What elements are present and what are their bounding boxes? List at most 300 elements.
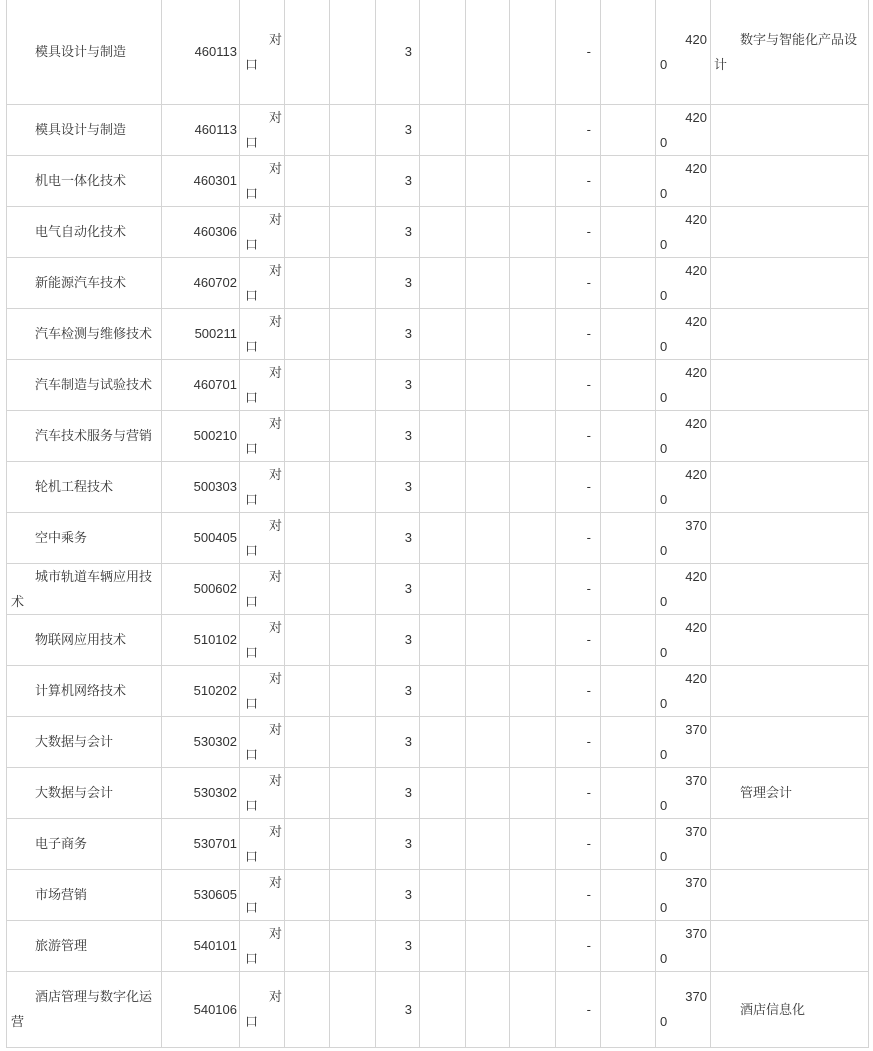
tuition-cell xyxy=(656,665,711,716)
table-row xyxy=(7,308,869,359)
major-code: 540101 xyxy=(193,938,237,953)
empty-cell xyxy=(510,563,556,614)
tuition-cell xyxy=(656,410,711,461)
major-code-cell xyxy=(162,614,240,665)
tuition-cell xyxy=(656,206,711,257)
major-code: 500303 xyxy=(193,479,237,494)
table-row xyxy=(7,869,869,920)
empty-cell xyxy=(285,665,330,716)
enrollment-type-line2: 口 xyxy=(245,338,259,354)
duration-years: 3 xyxy=(404,377,412,392)
empty-cell xyxy=(330,614,376,665)
major-code-cell xyxy=(162,104,240,155)
enrollment-type-line2: 口 xyxy=(245,1014,259,1029)
major-name: 酒店管理与数字化运营 xyxy=(11,989,153,1029)
empty-cell xyxy=(510,716,556,767)
enrollment-type-line2: 口 xyxy=(245,848,259,864)
empty-cell xyxy=(601,308,656,359)
empty-cell xyxy=(330,155,376,206)
dash-value: - xyxy=(586,428,591,443)
empty-cell xyxy=(601,206,656,257)
enrollment-type-line2: 口 xyxy=(245,644,259,660)
enrollment-type-line2: 口 xyxy=(245,746,259,762)
empty-cell xyxy=(466,308,510,359)
major-code-cell xyxy=(162,971,240,1047)
major-name-cell xyxy=(7,0,162,104)
duration-cell xyxy=(376,104,420,155)
duration-years: 3 xyxy=(404,479,412,494)
duration-years: 3 xyxy=(404,683,412,698)
empty-cell xyxy=(466,869,510,920)
empty-cell xyxy=(330,512,376,563)
empty-cell xyxy=(510,920,556,971)
enrollment-type-line1: 对 xyxy=(268,772,282,788)
enrollment-type-line1: 对 xyxy=(268,415,282,431)
major-name: 汽车技术服务与营销 xyxy=(35,428,153,443)
empty-cell xyxy=(420,257,466,308)
dash-value: - xyxy=(586,785,591,800)
enrollment-type-line1: 对 xyxy=(268,160,282,176)
remark-cell xyxy=(711,0,869,104)
enrollment-type-cell xyxy=(240,869,285,920)
empty-cell xyxy=(420,308,466,359)
tuition-line1: 420 xyxy=(685,262,707,278)
major-code-cell xyxy=(162,869,240,920)
tuition-line2: 0 xyxy=(660,440,668,456)
empty-cell xyxy=(330,563,376,614)
table-row xyxy=(7,104,869,155)
major-code-cell xyxy=(162,308,240,359)
table-row xyxy=(7,410,869,461)
tuition-line2: 0 xyxy=(660,389,668,405)
major-name: 机电一体化技术 xyxy=(35,173,127,188)
tuition-cell xyxy=(656,104,711,155)
duration-cell xyxy=(376,716,420,767)
empty-cell xyxy=(420,716,466,767)
empty-cell xyxy=(330,104,376,155)
major-code-cell xyxy=(162,257,240,308)
duration-cell xyxy=(376,308,420,359)
dash-cell xyxy=(556,767,601,818)
empty-cell xyxy=(601,869,656,920)
empty-cell xyxy=(285,920,330,971)
dash-value: - xyxy=(586,581,591,596)
duration-cell xyxy=(376,818,420,869)
major-name-cell xyxy=(7,665,162,716)
major-code: 530605 xyxy=(193,887,237,902)
remark-cell xyxy=(711,512,869,563)
remark-cell xyxy=(711,461,869,512)
empty-cell xyxy=(285,869,330,920)
enrollment-type-line2: 口 xyxy=(245,695,259,711)
table-row xyxy=(7,614,869,665)
enrollment-type-line1: 对 xyxy=(268,262,282,278)
empty-cell xyxy=(601,920,656,971)
tuition-line2: 0 xyxy=(660,134,668,150)
major-code: 500210 xyxy=(193,428,237,443)
major-name-cell xyxy=(7,512,162,563)
tuition-line1: 420 xyxy=(685,364,707,380)
empty-cell xyxy=(330,257,376,308)
dash-cell xyxy=(556,971,601,1047)
remark-cell xyxy=(711,308,869,359)
major-name-cell xyxy=(7,461,162,512)
empty-cell xyxy=(510,665,556,716)
major-code-cell xyxy=(162,512,240,563)
enrollment-type-cell xyxy=(240,920,285,971)
tuition-cell xyxy=(656,818,711,869)
tuition-line1: 420 xyxy=(685,415,707,431)
enrollment-type-cell xyxy=(240,308,285,359)
duration-years: 3 xyxy=(404,785,412,800)
tuition-line2: 0 xyxy=(660,491,668,507)
table-row xyxy=(7,206,869,257)
empty-cell xyxy=(420,818,466,869)
dash-value: - xyxy=(586,836,591,851)
tuition-line2: 0 xyxy=(660,950,668,966)
tuition-line2: 0 xyxy=(660,236,668,252)
remark-cell xyxy=(711,563,869,614)
enrollment-type-cell xyxy=(240,512,285,563)
empty-cell xyxy=(601,716,656,767)
tuition-cell xyxy=(656,869,711,920)
empty-cell xyxy=(330,359,376,410)
dash-cell xyxy=(556,920,601,971)
remark-cell xyxy=(711,971,869,1047)
enrollment-type-line1: 对 xyxy=(268,109,282,125)
major-code: 460702 xyxy=(193,275,237,290)
dash-value: - xyxy=(586,632,591,647)
tuition-line1: 370 xyxy=(685,989,707,1004)
tuition-line2: 0 xyxy=(660,593,668,609)
empty-cell xyxy=(510,614,556,665)
dash-value: - xyxy=(586,887,591,902)
empty-cell xyxy=(466,0,510,104)
dash-cell xyxy=(556,206,601,257)
empty-cell xyxy=(510,257,556,308)
empty-cell xyxy=(466,920,510,971)
enrollment-type-line1: 对 xyxy=(268,823,282,839)
major-name: 城市轨道车辆应用技术 xyxy=(11,568,153,609)
empty-cell xyxy=(466,767,510,818)
empty-cell xyxy=(285,818,330,869)
empty-cell xyxy=(330,716,376,767)
empty-cell xyxy=(420,0,466,104)
tuition-line1: 370 xyxy=(685,517,707,533)
enrollment-type-cell xyxy=(240,716,285,767)
tuition-cell xyxy=(656,155,711,206)
duration-cell xyxy=(376,410,420,461)
empty-cell xyxy=(601,257,656,308)
dash-cell xyxy=(556,359,601,410)
major-name-cell xyxy=(7,920,162,971)
major-name-cell xyxy=(7,818,162,869)
empty-cell xyxy=(510,512,556,563)
empty-cell xyxy=(330,410,376,461)
enrollment-type-line2: 口 xyxy=(245,287,259,303)
empty-cell xyxy=(420,665,466,716)
major-code-cell xyxy=(162,410,240,461)
tuition-line2: 0 xyxy=(660,848,668,864)
duration-years: 3 xyxy=(404,938,412,953)
tuition-line1: 370 xyxy=(685,772,707,788)
empty-cell xyxy=(466,563,510,614)
enrollment-type-cell xyxy=(240,563,285,614)
enrollment-type-cell xyxy=(240,614,285,665)
enrollment-type-line2: 口 xyxy=(245,236,259,252)
dash-value: - xyxy=(586,275,591,290)
enrollment-type-line2: 口 xyxy=(245,542,259,558)
empty-cell xyxy=(510,308,556,359)
empty-cell xyxy=(466,104,510,155)
tuition-line2: 0 xyxy=(660,338,668,354)
duration-years: 3 xyxy=(404,428,412,443)
major-code-cell xyxy=(162,920,240,971)
duration-cell xyxy=(376,869,420,920)
duration-years: 3 xyxy=(404,734,412,749)
remark-cell xyxy=(711,665,869,716)
enrollment-type-line1: 对 xyxy=(268,925,282,941)
table-row xyxy=(7,971,869,1047)
duration-years: 3 xyxy=(404,44,412,60)
empty-cell xyxy=(330,920,376,971)
empty-cell xyxy=(466,716,510,767)
major-name: 电子商务 xyxy=(35,836,88,851)
empty-cell xyxy=(601,614,656,665)
tuition-cell xyxy=(656,920,711,971)
dash-cell xyxy=(556,716,601,767)
enrollment-type-line1: 对 xyxy=(268,874,282,890)
empty-cell xyxy=(510,206,556,257)
major-name: 物联网应用技术 xyxy=(35,632,127,647)
duration-cell xyxy=(376,665,420,716)
enrollment-type-line2: 口 xyxy=(245,950,259,966)
major-code: 500602 xyxy=(193,581,237,596)
empty-cell xyxy=(330,461,376,512)
table-row xyxy=(7,0,869,104)
enrollment-type-line1: 对 xyxy=(268,721,282,737)
empty-cell xyxy=(420,155,466,206)
empty-cell xyxy=(420,104,466,155)
enrollment-type-line2: 口 xyxy=(245,185,259,201)
major-code: 510102 xyxy=(193,632,237,647)
empty-cell xyxy=(601,665,656,716)
tuition-line2: 0 xyxy=(660,746,668,762)
enrollment-type-line2: 口 xyxy=(245,899,259,915)
tuition-cell xyxy=(656,971,711,1047)
empty-cell xyxy=(420,614,466,665)
tuition-line2: 0 xyxy=(660,644,668,660)
major-name-cell xyxy=(7,308,162,359)
table-row xyxy=(7,257,869,308)
major-code-cell xyxy=(162,818,240,869)
enrollment-type-line1: 对 xyxy=(268,517,282,533)
dash-value: - xyxy=(586,377,591,392)
dash-cell xyxy=(556,0,601,104)
empty-cell xyxy=(466,512,510,563)
duration-years: 3 xyxy=(404,581,412,596)
enrollment-type-cell xyxy=(240,155,285,206)
empty-cell xyxy=(420,512,466,563)
tuition-cell xyxy=(656,767,711,818)
major-name: 市场营销 xyxy=(35,887,88,902)
empty-cell xyxy=(466,971,510,1047)
table-row xyxy=(7,818,869,869)
enrollment-type-line1: 对 xyxy=(268,364,282,380)
empty-cell xyxy=(330,665,376,716)
empty-cell xyxy=(510,104,556,155)
empty-cell xyxy=(285,614,330,665)
dash-value: - xyxy=(586,173,591,188)
remark-cell xyxy=(711,920,869,971)
empty-cell xyxy=(601,512,656,563)
empty-cell xyxy=(466,257,510,308)
remark-cell xyxy=(711,818,869,869)
major-code: 530302 xyxy=(193,734,237,749)
major-name: 大数据与会计 xyxy=(35,734,114,749)
tuition-line2: 0 xyxy=(660,287,668,303)
major-code: 510202 xyxy=(193,683,237,698)
major-code: 500405 xyxy=(193,530,237,545)
enrollment-type-line1: 对 xyxy=(268,568,282,584)
tuition-line2: 0 xyxy=(660,542,668,558)
duration-cell xyxy=(376,155,420,206)
table-row xyxy=(7,512,869,563)
empty-cell xyxy=(510,461,556,512)
admission-table xyxy=(6,0,869,1048)
dash-value: - xyxy=(586,326,591,341)
tuition-line1: 420 xyxy=(685,670,707,686)
dash-value: - xyxy=(586,1001,591,1017)
duration-cell xyxy=(376,512,420,563)
enrollment-type-line2: 口 xyxy=(245,491,259,507)
remark-cell xyxy=(711,104,869,155)
tuition-cell xyxy=(656,0,711,104)
major-code: 530302 xyxy=(193,785,237,800)
empty-cell xyxy=(330,308,376,359)
remark-text: 数字与智能化产品设计 xyxy=(714,31,858,72)
empty-cell xyxy=(601,767,656,818)
duration-cell xyxy=(376,563,420,614)
tuition-line1: 370 xyxy=(685,823,707,839)
enrollment-type-line1: 对 xyxy=(268,313,282,329)
duration-years: 3 xyxy=(404,530,412,545)
duration-years: 3 xyxy=(404,326,412,341)
duration-years: 3 xyxy=(404,122,412,137)
empty-cell xyxy=(285,0,330,104)
major-code-cell xyxy=(162,767,240,818)
empty-cell xyxy=(285,971,330,1047)
duration-years: 3 xyxy=(404,275,412,290)
empty-cell xyxy=(510,971,556,1047)
tuition-line2: 0 xyxy=(660,695,668,711)
major-code-cell xyxy=(162,716,240,767)
empty-cell xyxy=(420,971,466,1047)
major-name-cell xyxy=(7,155,162,206)
major-name: 电气自动化技术 xyxy=(35,224,127,239)
enrollment-type-cell xyxy=(240,461,285,512)
major-name: 空中乘务 xyxy=(35,530,88,545)
empty-cell xyxy=(601,104,656,155)
empty-cell xyxy=(285,716,330,767)
dash-cell xyxy=(556,512,601,563)
enrollment-type-line1: 对 xyxy=(268,989,282,1004)
empty-cell xyxy=(420,359,466,410)
empty-cell xyxy=(466,818,510,869)
tuition-line1: 370 xyxy=(685,721,707,737)
empty-cell xyxy=(466,206,510,257)
empty-cell xyxy=(601,461,656,512)
tuition-cell xyxy=(656,512,711,563)
duration-cell xyxy=(376,971,420,1047)
duration-cell xyxy=(376,0,420,104)
dash-value: - xyxy=(586,122,591,137)
dash-value: - xyxy=(586,224,591,239)
tuition-line2: 0 xyxy=(660,1014,668,1029)
remark-text: 管理会计 xyxy=(740,785,793,800)
empty-cell xyxy=(285,359,330,410)
remark-cell xyxy=(711,359,869,410)
major-code-cell xyxy=(162,206,240,257)
major-code-cell xyxy=(162,0,240,104)
duration-years: 3 xyxy=(404,224,412,239)
tuition-line1: 420 xyxy=(685,313,707,329)
empty-cell xyxy=(285,104,330,155)
tuition-line2: 0 xyxy=(660,56,668,72)
tuition-line1: 370 xyxy=(685,925,707,941)
major-name: 轮机工程技术 xyxy=(35,479,114,494)
remark-cell xyxy=(711,410,869,461)
dash-value: - xyxy=(586,44,591,60)
major-name-cell xyxy=(7,614,162,665)
dash-cell xyxy=(556,410,601,461)
enrollment-type-line2: 口 xyxy=(245,389,259,405)
empty-cell xyxy=(510,0,556,104)
enrollment-type-line1: 对 xyxy=(268,31,282,47)
major-code-cell xyxy=(162,665,240,716)
tuition-line1: 420 xyxy=(685,568,707,584)
empty-cell xyxy=(420,206,466,257)
dash-cell xyxy=(556,665,601,716)
empty-cell xyxy=(330,0,376,104)
empty-cell xyxy=(466,410,510,461)
major-name: 旅游管理 xyxy=(35,938,88,953)
duration-years: 3 xyxy=(404,632,412,647)
major-name-cell xyxy=(7,359,162,410)
dash-cell xyxy=(556,869,601,920)
major-code: 460306 xyxy=(193,224,237,239)
major-name: 大数据与会计 xyxy=(35,785,114,800)
dash-cell xyxy=(556,461,601,512)
duration-years: 3 xyxy=(404,1001,412,1017)
tuition-line1: 420 xyxy=(685,31,707,47)
table-row xyxy=(7,767,869,818)
tuition-line1: 420 xyxy=(685,211,707,227)
empty-cell xyxy=(510,818,556,869)
duration-cell xyxy=(376,359,420,410)
table-row xyxy=(7,461,869,512)
empty-cell xyxy=(420,869,466,920)
empty-cell xyxy=(510,767,556,818)
empty-cell xyxy=(420,563,466,614)
tuition-cell xyxy=(656,563,711,614)
enrollment-type-cell xyxy=(240,0,285,104)
major-name-cell xyxy=(7,104,162,155)
dash-cell xyxy=(556,818,601,869)
empty-cell xyxy=(420,767,466,818)
enrollment-type-cell xyxy=(240,206,285,257)
empty-cell xyxy=(510,155,556,206)
